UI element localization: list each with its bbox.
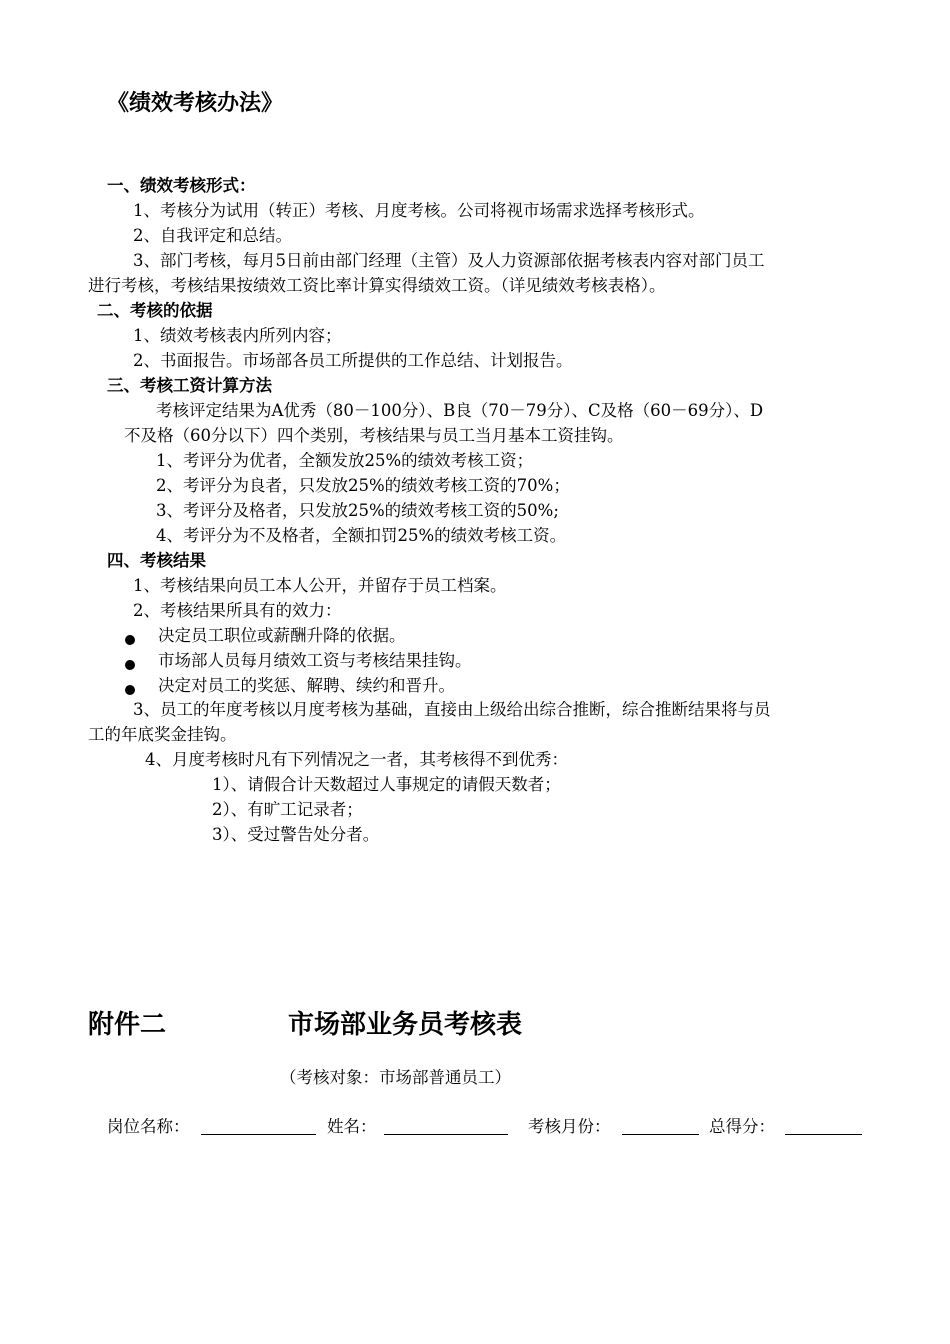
section-1-item-3-line-1: 3、部门考核，每月5日前由部门经理（主管）及人力资源部依据考核表内容对部门员工	[133, 251, 765, 270]
section-4-sub-3: 3）、受过警告处分者。	[212, 825, 380, 844]
section-1-item-1: 1、考核分为试用（转正）考核、月度考核。公司将视市场需求选择考核形式。	[133, 201, 705, 220]
section-3-intro-line-2: 不及格（60分以下）四个类别，考核结果与员工当月基本工资挂钩。	[124, 426, 624, 445]
appendix-target: （考核对象：市场部普通员工）	[280, 1068, 511, 1087]
position-field[interactable]	[201, 1118, 316, 1139]
month-field[interactable]	[622, 1118, 699, 1139]
section-1-heading: 一、绩效考核形式：	[107, 176, 256, 195]
section-4-heading: 四、考核结果	[107, 551, 206, 570]
bullet-icon	[125, 680, 135, 699]
section-2-item-1: 1、绩效考核表内所列内容；	[133, 326, 342, 345]
bullet-icon	[125, 630, 135, 649]
section-4-item-2: 2、考核结果所具有的效力：	[133, 601, 342, 620]
section-4-item-3-line-2: 工的年底奖金挂钩。	[88, 725, 237, 744]
appendix-label: 附件二	[88, 1010, 167, 1040]
bullet-icon	[125, 655, 135, 674]
total-score-label: 总得分：	[709, 1117, 775, 1136]
section-2-item-2: 2、书面报告。市场部各员工所提供的工作总结、计划报告。	[133, 351, 573, 370]
section-4-item-1: 1、考核结果向员工本人公开，并留存于员工档案。	[133, 576, 507, 595]
section-4-item-3-line-1: 3、员工的年度考核以月度考核为基础，直接由上级给出综合推断，综合推断结果将与员	[133, 700, 771, 719]
section-4-sub-1: 1）、请假合计天数超过人事规定的请假天数者；	[212, 775, 561, 794]
name-label: 姓名：	[327, 1117, 377, 1136]
section-1-item-3-line-2: 进行考核，考核结果按绩效工资比率计算实得绩效工资。（详见绩效考核表格）。	[88, 276, 666, 295]
section-2-heading: 二、考核的依据	[97, 301, 213, 320]
document-title: 《绩效考核办法》	[107, 91, 284, 116]
section-4-bullet-2: 市场部人员每月绩效工资与考核结果挂钩。	[158, 651, 472, 670]
section-4-sub-2: 2）、有旷工记录者；	[212, 800, 363, 819]
section-1-item-2: 2、自我评定和总结。	[133, 226, 292, 245]
section-4-bullet-3: 决定对员工的奖惩、解聘、续约和晋升。	[158, 676, 455, 695]
section-3-item-4: 4、考评分为不及格者，全额扣罚25%的绩效考核工资。	[156, 526, 567, 545]
name-field[interactable]	[384, 1118, 508, 1139]
month-label: 考核月份：	[528, 1117, 611, 1136]
section-3-heading: 三、考核工资计算方法	[107, 376, 272, 395]
section-3-item-2: 2、考评分为良者，只发放25%的绩效考核工资的70%；	[156, 476, 570, 495]
total-score-field[interactable]	[785, 1118, 862, 1139]
section-4-bullet-1: 决定员工职位或薪酬升降的依据。	[158, 626, 406, 645]
section-4-item-4: 4、月度考核时凡有下列情况之一者，其考核得不到优秀：	[145, 750, 568, 769]
section-3-item-3: 3、考评分及格者，只发放25%的绩效考核工资的50%;	[156, 501, 559, 520]
position-label: 岗位名称：	[107, 1117, 190, 1136]
section-3-item-1: 1、考评分为优者，全额发放25%的绩效考核工资；	[156, 451, 534, 470]
section-3-intro-line-1: 考核评定结果为A优秀（80－100分）、B良（70－79分）、C及格（60－69分）、D	[156, 401, 764, 420]
appendix-title: 市场部业务员考核表	[288, 1010, 523, 1040]
